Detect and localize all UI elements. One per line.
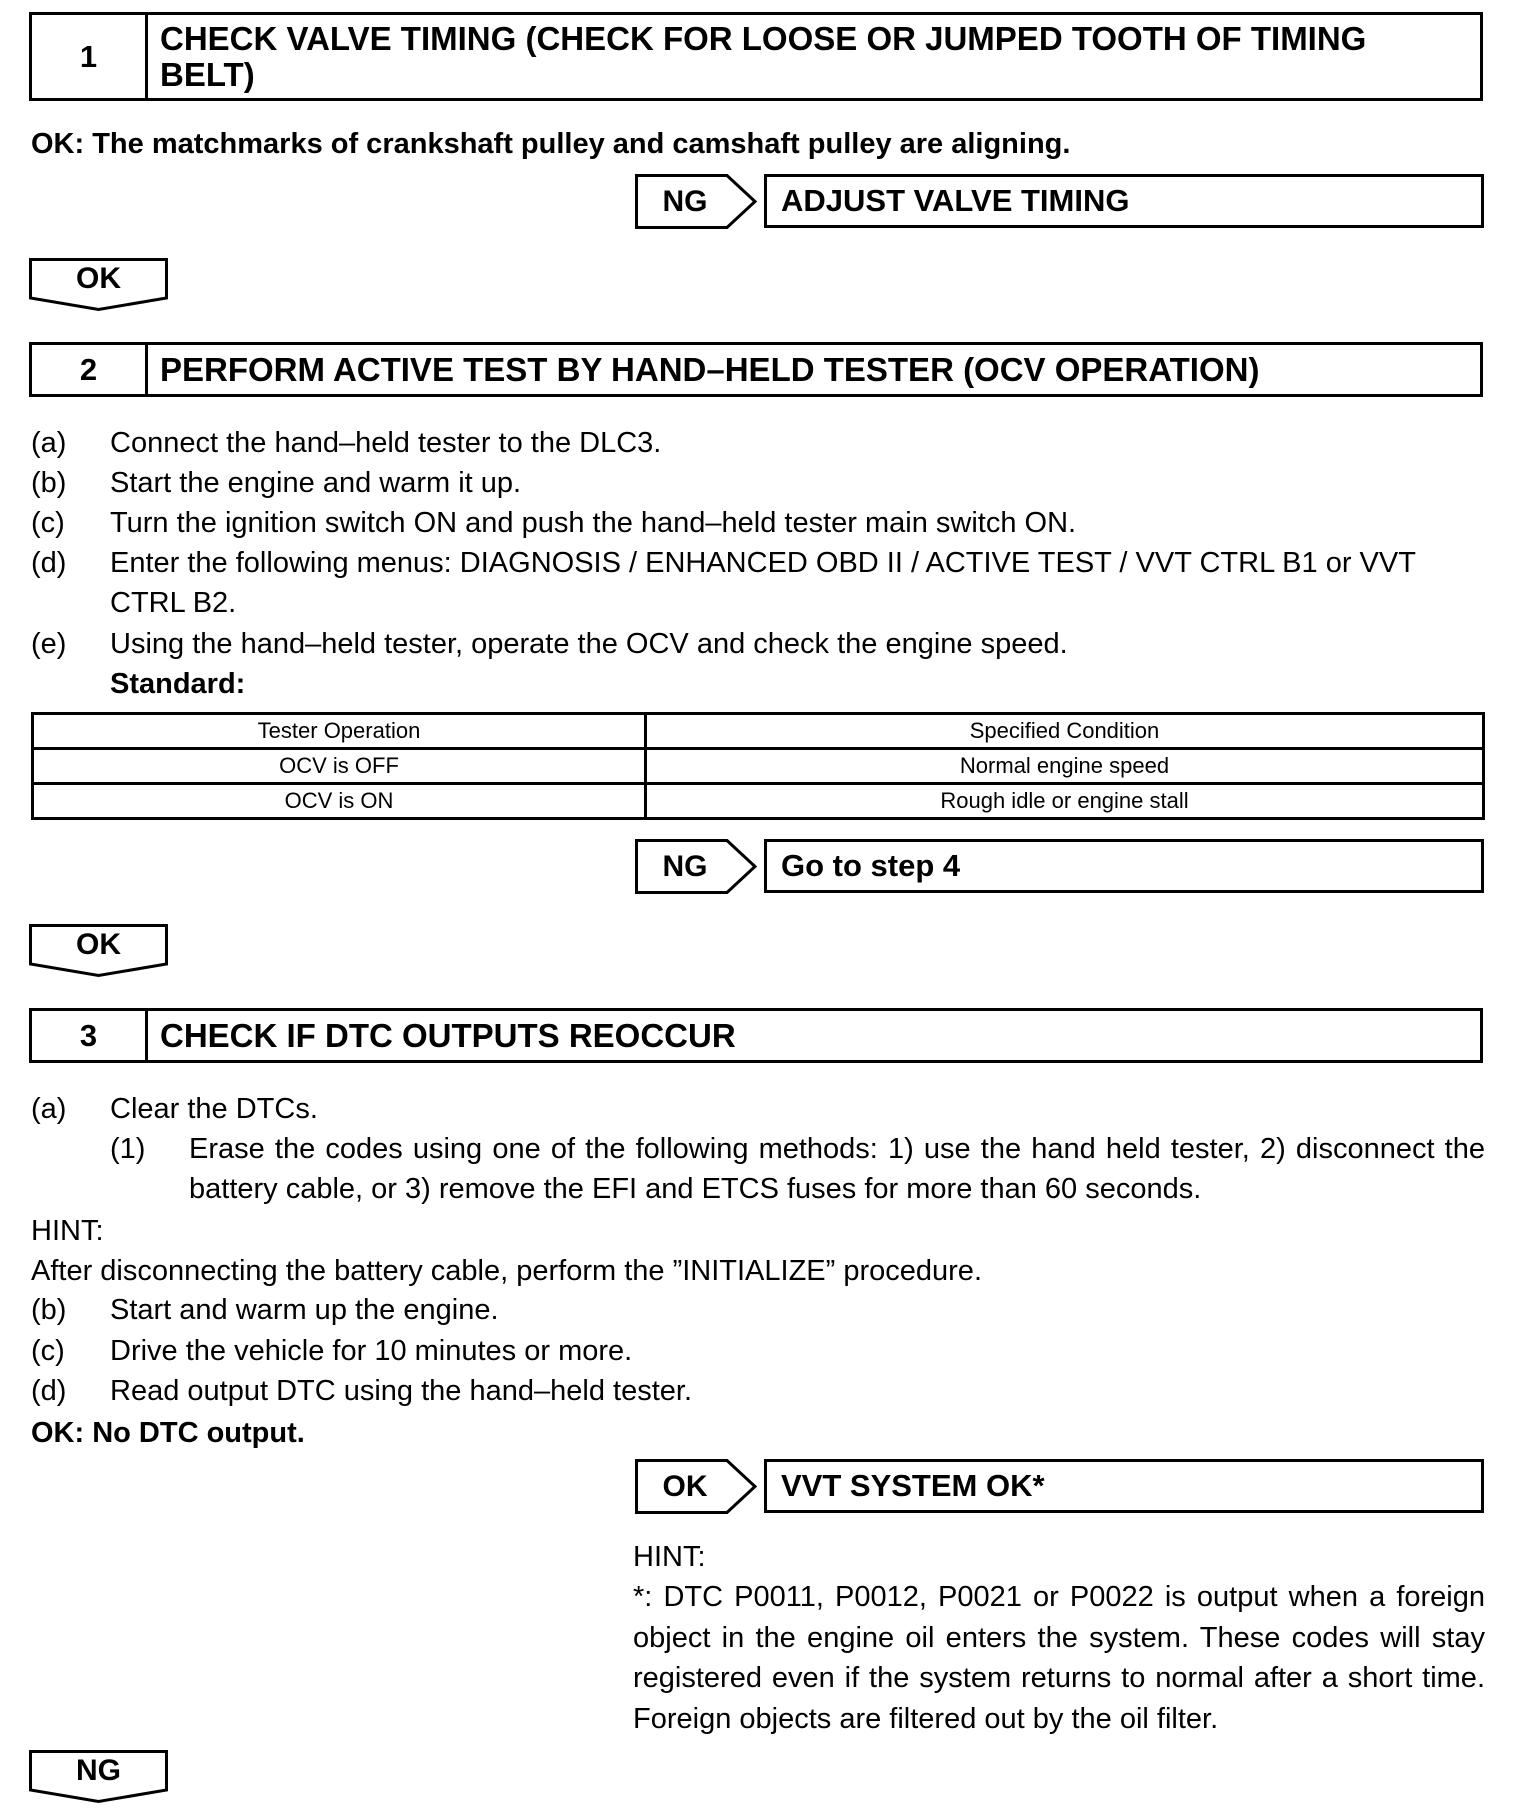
ok-tag-label: OK (76, 262, 121, 295)
ng-down-tag (29, 1750, 168, 1804)
ng-label: NG (662, 850, 708, 883)
step-number: 2 (32, 345, 148, 394)
table-cell: Rough idle or engine stall (646, 784, 1484, 819)
ng-arrow (635, 839, 758, 894)
table-header-row (33, 714, 1484, 749)
step-2-header (29, 342, 1483, 397)
hint-label: HINT: (31, 1215, 104, 1247)
ng-result: Go to step 4 (764, 839, 1484, 893)
hint-text: After disconnecting the battery cable, perform the ”INITIALIZE” procedure. (31, 1255, 982, 1287)
result-hint-text: *: DTC P0011, P0012, P0021 or P0022 is output when a foreign object in the engine oil enters the system. These codes will stay registered even if the system returns to normal after a short time. Foreign objects are filtered out by the oil filter. (633, 1581, 1485, 1735)
ok-arrow (635, 1459, 758, 1514)
table-cell: OCV is ON (33, 784, 646, 819)
ng-result: ADJUST VALVE TIMING (764, 174, 1484, 228)
table-cell: Normal engine speed (646, 749, 1484, 784)
step-1-header (29, 12, 1483, 101)
step-number: 3 (32, 1011, 148, 1060)
step-title: CHECK IF DTC OUTPUTS REOCCUR (160, 1016, 736, 1054)
ok-down-tag (29, 924, 168, 978)
result-hint-label: HINT: (633, 1541, 706, 1573)
ok-condition: OK: No DTC output. (31, 1417, 305, 1449)
table-row (33, 784, 1484, 819)
ok-label: OK (662, 1470, 708, 1503)
step-3-header (29, 1008, 1483, 1063)
table-row (33, 749, 1484, 784)
ok-down-tag (29, 258, 168, 312)
ng-label: NG (662, 185, 708, 218)
standard-table (31, 712, 1485, 820)
ok-condition: OK: The matchmarks of crankshaft pulley and camshaft pulley are aligning. (31, 128, 1071, 160)
step-title: PERFORM ACTIVE TEST BY HAND–HELD TESTER (OCV OPERATION) (160, 350, 1260, 388)
step-number: 1 (32, 15, 148, 98)
ng-arrow (635, 174, 758, 229)
table-cell: OCV is OFF (33, 749, 646, 784)
ng-tag-label: NG (76, 1754, 121, 1787)
table-header-cell: Tester Operation (33, 714, 646, 749)
ok-tag-label: OK (76, 928, 121, 961)
ok-result: VVT SYSTEM OK* (764, 1459, 1484, 1513)
table-header-cell: Specified Condition (646, 714, 1484, 749)
step-title: CHECK VALVE TIMING (CHECK FOR LOOSE OR JUMPED TOOTH OF TIMING BELT) (160, 20, 1367, 93)
